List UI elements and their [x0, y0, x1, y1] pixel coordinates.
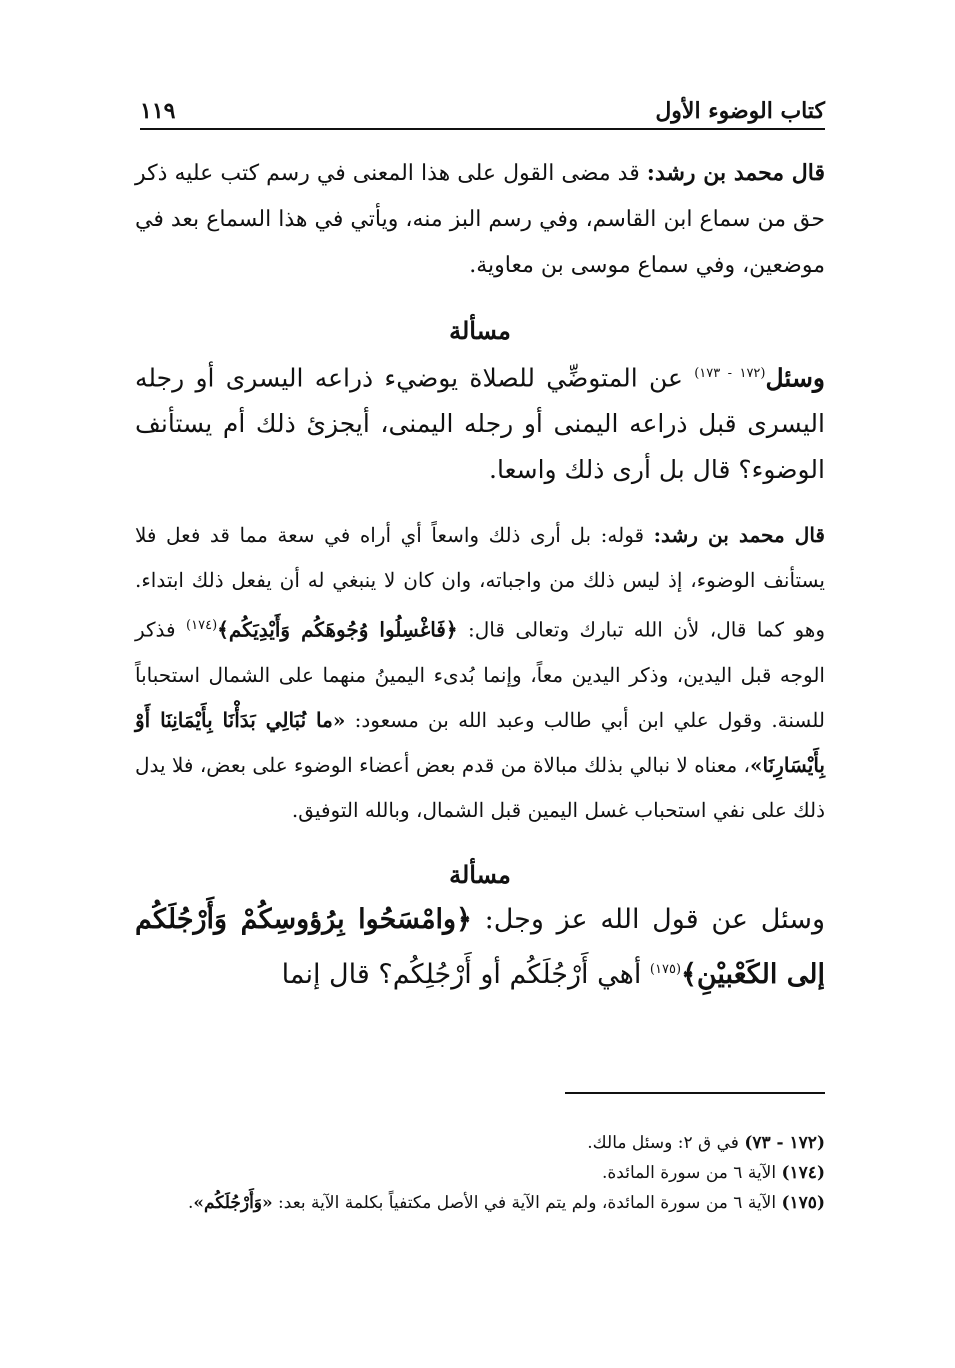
footnote-number: (١٧٢ - ٧٣) — [744, 1133, 825, 1153]
footnote-text: الآية ٦ من سورة المائدة، ولم يتم الآية في الأصل مكتفياً بكلمة الآية بعد: — [272, 1193, 782, 1213]
running-title: كتاب الوضوء الأول — [655, 98, 825, 124]
question-text: أهي أَرْجُلَكُم أو أَرْجُلِكُم؟ قال إنما — [281, 958, 650, 990]
footnote-ref-172: (١٧٢ - ١٧٣) — [694, 366, 766, 381]
footnote-number: (١٧٤) — [781, 1163, 825, 1183]
footnote-ref-175: (١٧٥) — [649, 961, 682, 977]
footnote-separator — [565, 1092, 825, 1094]
quran-quote: ﴿وامْسَحُوا بِرُؤوسِكُمْ وَأَرْجُلَكُم إلى الكَعْبيْنِ﴾ — [135, 903, 825, 990]
commentary-lead: قال محمد بن رشد: — [646, 160, 826, 186]
paragraph-question-2 — [135, 895, 825, 1000]
footnotes — [135, 1128, 825, 1218]
footnote-number: (١٧٥) — [781, 1193, 825, 1213]
footnote-174 — [135, 1158, 825, 1188]
question-text: وسئل عن قول الله عز وجل: — [471, 903, 825, 935]
commentary-text: ، معناه لا نبالي بذلك مبالاة من قدم بعض أعضاء الوضوء على بعض، فلا يدل ذلك على نفي استحباب غسل اليمين قبل الشمال، وبالله التوفيق. — [135, 752, 825, 822]
section-heading-1: مسألة — [449, 316, 511, 345]
commentary-text: قد مضى القول على هذا المعنى في رسم كتب عليه ذكر حق من سماع ابن القاسم، وفي رسم البز منه، ويأتي في هذا السماع بعد في موضعين، وفي سماع موسى بن معاوية. — [135, 161, 825, 278]
footnote-text: في ق ٢: وسئل مالك. — [587, 1133, 745, 1153]
commentary-lead: قال محمد بن رشد: — [653, 523, 825, 548]
quran-quote: ﴿فَاغْسِلُوا وُجُوهَكُم وَأَيْدِيَكُم﴾ — [217, 617, 458, 642]
footnote-ref-174: (١٧٤) — [186, 618, 218, 634]
hadith-quote: «ما نُبَالِي بَدَأْنَا بِأَيْمَانِنَا أَوْ بِأَيْسَارِنَا» — [135, 707, 825, 777]
page-number: ١١٩ — [140, 98, 176, 124]
commentary-text: فذكر الوجه قبل اليدين، وذكر اليدين معاً، وإنما بُدىء اليمينُ منهما على الشمال استحباباً للسنة. وقول علي ابن أبي طالب وعبد الله بن مسعود: — [135, 617, 825, 732]
footnote-end: . — [188, 1193, 194, 1213]
footnote-172 — [135, 1128, 825, 1158]
footnote-text: الآية ٦ من سورة المائدة. — [602, 1163, 782, 1183]
paragraph-commentary-2 — [135, 513, 825, 833]
question-lead: وسئل — [765, 363, 825, 393]
commentary-text: قوله: بل أرى ذلك واسعاً أي أراه في سعة مما قد فعل فلا يستأنف الوضوء، إذ ليس ذلك من واجباته، وان كان لا ينبغي له أن يفعل ذلك ابتداء. وهو كما قال، لأن الله تبارك وتعالى قال: — [135, 523, 825, 642]
section-heading-2: مسألة — [449, 859, 511, 889]
paragraph-question-1 — [135, 351, 825, 493]
footnote-175 — [135, 1188, 825, 1218]
footnote-quote: «وَأَرْجُلَكُم» — [193, 1193, 273, 1213]
page-body — [135, 150, 825, 1000]
question-text: عن المتوضِّي للصلاة يوضيء ذراعه اليسرى أو رجله اليسرى قبل ذراعه اليمنى أو رجله اليمنى، أيجزئ ذلك أم يستأنف الوضوء؟ قال بل أرى ذلك واسعا. — [135, 363, 825, 485]
page-header — [140, 88, 825, 130]
paragraph-commentary-1 — [135, 150, 825, 289]
